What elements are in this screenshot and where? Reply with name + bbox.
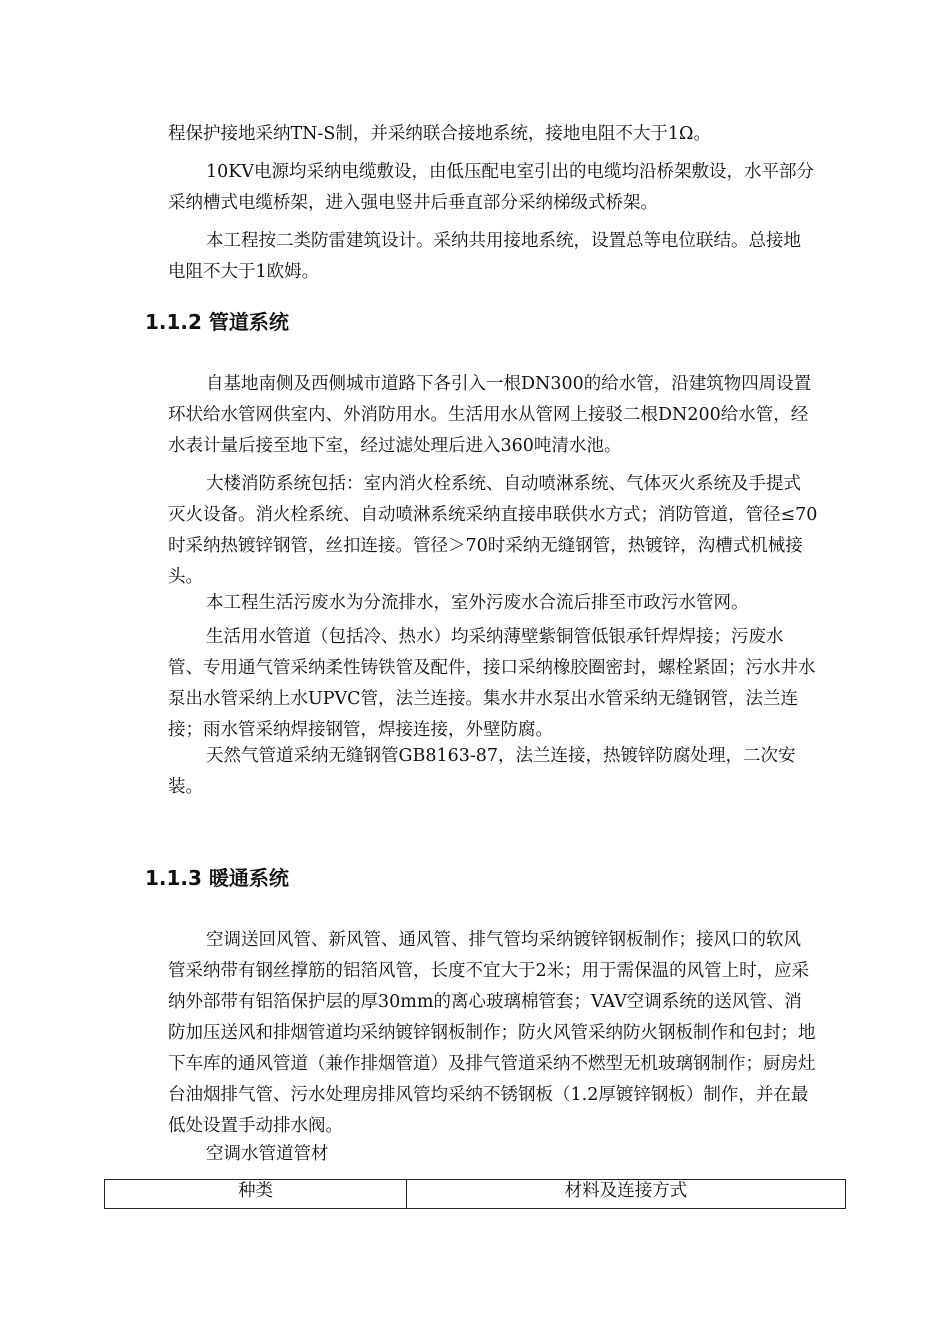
paragraph-grounding-continuation	[168, 119, 818, 150]
table-header-material-connection: 材料及连接方式	[407, 1180, 846, 1209]
paragraph-text: 生活用水管道（包括冷、热水）均采纳薄壁紫铜管低银承钎焊焊接；污废水管、专用通气管采纳柔性铸铁管及配件，接口采纳橡胶圈密封，螺栓紧固；污水井水泵出水管采纳上水UPVC管，法兰连接。集水井水泵出水管采纳无缝钢管，法兰连接；雨水管采纳焊接钢管，焊接连接，外壁防腐。	[168, 627, 816, 740]
materials-table	[104, 1179, 846, 1209]
paragraph-water-supply	[168, 369, 818, 462]
paragraph-text: 程保护接地采纳TN-S制，并采纳联合接地系统，接地电阻不大于1Ω。	[168, 124, 712, 144]
paragraph-lightning-protection	[168, 226, 818, 288]
paragraph-fire-protection	[168, 469, 818, 593]
paragraph-text: 自基地南侧及西侧城市道路下各引入一根DN300的给水管，沿建筑物四周设置环状给水管网供室内、外消防用水。生活用水从管网上接驳二根DN200给水管，经水表计量后接至地下室，经过滤处理后进入360吨清水池。	[168, 374, 812, 456]
paragraph-text: 天然气管道采纳无缝钢管GB8163-87，法兰连接，热镀锌防腐处理，二次安装。	[168, 746, 796, 797]
paragraph-ac-water-pipe-materials	[168, 1139, 818, 1170]
paragraph-gas-pipes	[168, 741, 818, 803]
paragraph-domestic-water-pipes	[168, 622, 818, 746]
paragraph-text: 10KV电源均采纳电缆敷设，由低压配电室引出的电缆均沿桥架敷设，水平部分采纳槽式电缆桥架，进入强电竖井后垂直部分采纳梯级式桥架。	[168, 162, 814, 213]
paragraph-power-cable	[168, 157, 818, 219]
paragraph-drainage	[168, 588, 818, 619]
table-header-row	[105, 1180, 846, 1209]
paragraph-air-ducts	[168, 925, 818, 1142]
section-heading-hvac-system: 1.1.3 暖通系统	[145, 866, 289, 890]
paragraph-text: 空调送回风管、新风管、通风管、排气管均采纳镀锌钢板制作；接风口的软风管采纳带有钢丝撑筋的铝箔风管，长度不宜大于2米；用于需保温的风管上时，应采纳外部带有铝箔保护层的厚30mm的离心玻璃棉管套；VAV空调系统的送风管、消防加压送风和排烟管道均采纳镀锌钢板制作；防火风管采纳防火钢板制作和包封；地下车库的通风管道（兼作排烟管道）及排气管道采纳不燃型无机玻璃钢制作；厨房灶台油烟排气管、污水处理房排风管均采纳不锈钢板（1.2厚镀锌钢板）制作，并在最低处设置手动排水阀。	[168, 930, 816, 1136]
paragraph-text: 本工程生活污废水为分流排水，室外污废水合流后排至市政污水管网。	[206, 593, 749, 613]
paragraph-text: 空调水管道管材	[206, 1144, 329, 1164]
paragraph-text: 大楼消防系统包括：室内消火栓系统、自动喷淋系统、气体灭火系统及手提式灭火设备。消火栓系统、自动喷淋系统采纳直接串联供水方式；消防管道，管径≤70时采纳热镀锌钢管，丝扣连接。管径＞70时采纳无缝钢管，热镀锌，沟槽式机械接头。	[168, 474, 818, 587]
table-header-type: 种类	[105, 1180, 407, 1209]
section-heading-pipe-system: 1.1.2 管道系统	[145, 310, 289, 334]
paragraph-text: 本工程按二类防雷建筑设计。采纳共用接地系统，设置总等电位联结。总接地电阻不大于1欧姆。	[168, 231, 801, 282]
